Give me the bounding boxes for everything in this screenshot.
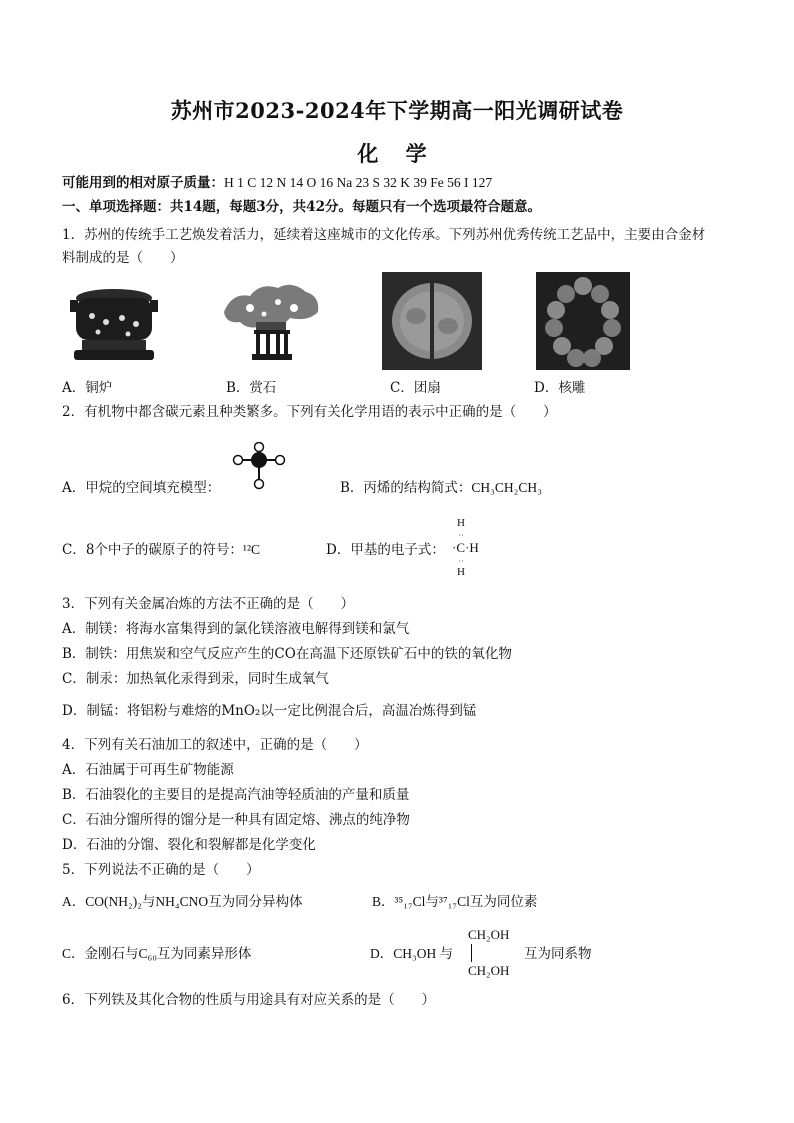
q2-option-d-label: D．甲基的电子式： xyxy=(326,542,445,558)
q6-stem: 6．下列铁及其化合物的性质与用途具有对应关系的是（ ） xyxy=(62,992,436,1008)
q1-option-c: C．团扇 xyxy=(390,380,441,396)
q4-option-c: C．石油分馏所得的馏分是一种具有固定熔、沸点的纯净物 xyxy=(62,812,410,828)
q3-option-d: D．制锰：将铝粉与难熔的MnO₂以一定比例混合后，高温冶炼得到锰 xyxy=(62,703,477,719)
atomic-masses-values: H 1 C 12 N 14 O 16 Na 23 S 32 K 39 Fe 56 I 127 xyxy=(224,175,493,190)
q5-option-d-left: D．CH₃OH 与 xyxy=(370,946,454,961)
q5-option-c: C．金刚石与C₆₀互为同素异形体 xyxy=(62,946,252,961)
q4-option-d: D．石油的分馏、裂化和裂解都是化学变化 xyxy=(62,837,316,853)
q4-stem: 4．下列有关石油加工的叙述中，正确的是（ ） xyxy=(62,737,368,753)
methyl-dots-top: ·· xyxy=(458,531,464,540)
ethylene-glycol-bond xyxy=(471,944,472,962)
q2-option-b-label: B．丙烯的结构简式： xyxy=(340,480,472,496)
q1-option-a: A．铜炉 xyxy=(62,380,113,396)
q2-option-b xyxy=(340,479,542,497)
methyl-top-h: H xyxy=(457,517,465,529)
walnut-carving-image xyxy=(536,272,630,370)
atomic-masses xyxy=(62,174,492,192)
q3-option-c: C．制汞：加热氧化汞得到汞，同时生成氧气 xyxy=(62,671,329,687)
q2-option-a: A．甲烷的空间填充模型： xyxy=(62,480,221,496)
page-title: 苏州市2023-2024年下学期高一阳光调研试卷 xyxy=(170,98,624,123)
carbon-isotope-symbol: ¹²C xyxy=(242,542,261,557)
q5-option-b: B．³⁵₁₇Cl与³⁷₁₇Cl互为同位素 xyxy=(372,894,538,909)
q2-option-c-label: C．8个中子的碳原子的符号： xyxy=(62,542,243,558)
q4-option-a: A．石油属于可再生矿物能源 xyxy=(62,762,234,778)
q4-option-b: B．石油裂化的主要目的是提高汽油等轻质油的产量和质量 xyxy=(62,787,410,803)
round-fan-image xyxy=(382,272,482,370)
methane-space-filling-model xyxy=(230,442,288,490)
ornamental-stone-image xyxy=(220,278,324,366)
q1-option-d: D．核雕 xyxy=(534,380,586,396)
q2-option-c xyxy=(62,541,260,559)
q3-option-a: A．制镁：将海水富集得到的氯化镁溶液电解得到镁和氯气 xyxy=(62,621,410,637)
q5-stem: 5．下列说法不正确的是（ ） xyxy=(62,862,260,878)
q3-option-b: B．制铁：用焦炭和空气反应产生的CO在高温下还原铁矿石中的铁的氧化物 xyxy=(62,646,512,662)
q1-stem-line2: 料制成的是（ ） xyxy=(62,250,184,266)
q2-stem: 2．有机物中都含碳元素且种类繁多。下列有关化学用语的表示中正确的是（ ） xyxy=(62,404,557,420)
q1-option-b: B．赏石 xyxy=(226,380,277,396)
ethylene-glycol-bottom: CH₂OH xyxy=(468,963,510,978)
ethylene-glycol-top: CH₂OH xyxy=(468,927,510,942)
subject-title: 化 学 xyxy=(357,141,437,166)
atomic-masses-label: 可能用到的相对原子质量： xyxy=(62,175,224,191)
copper-censer-image xyxy=(66,278,162,364)
methyl-bottom-h: H xyxy=(457,566,465,578)
q5-option-a: A．CO(NH₂)₂与NH₄CNO互为同分异构体 xyxy=(62,894,303,909)
methyl-center: ·C·H xyxy=(452,540,479,555)
methyl-dots-bottom: ·· xyxy=(458,557,464,566)
section-heading: 一、单项选择题：共14题，每题3分，共42分。每题只有一个选项最符合题意。 xyxy=(62,199,541,215)
q3-stem: 3．下列有关金属冶炼的方法不正确的是（ ） xyxy=(62,596,355,612)
propylene-formula: CH₃CH₂CH₃ xyxy=(471,480,542,495)
q5-option-d-right: 互为同系物 xyxy=(524,946,592,962)
q1-stem-line1: 1．苏州的传统手工艺焕发着活力，延续着这座城市的文化传承。下列苏州优秀传统工艺品中，主要由合金材 xyxy=(62,227,706,243)
